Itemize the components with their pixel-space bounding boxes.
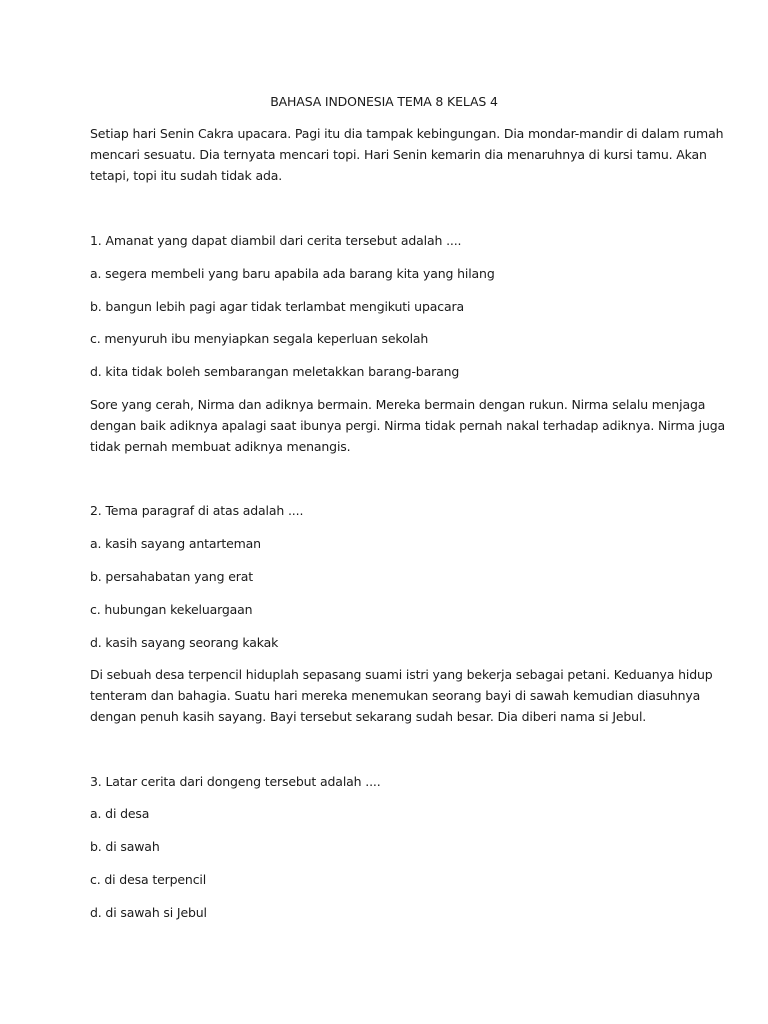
passage-3-line-2: tenteram dan bahagia. Suatu hari mereka menemukan seorang bayi di sawah kemudian diasuhnya xyxy=(90,688,701,703)
passage-1-line-1: Setiap hari Senin Cakra upacara. Pagi itu dia tampak kebingungan. Dia mondar-mandir di dalam rumah xyxy=(90,126,724,141)
question-1-option-b: b. bangun lebih pagi agar tidak terlambat mengikuti upacara xyxy=(90,299,464,314)
question-3: 3. Latar cerita dari dongeng tersebut adalah .... xyxy=(90,774,381,789)
passage-1-line-2: mencari sesuatu. Dia ternyata mencari topi. Hari Senin kemarin dia menaruhnya di kursi tamu. Akan xyxy=(90,147,707,162)
question-3-option-b: b. di sawah xyxy=(90,839,160,854)
passage-1-line-3: tetapi, topi itu sudah tidak ada. xyxy=(90,168,283,183)
question-2-option-d: d. kasih sayang seorang kakak xyxy=(90,635,279,650)
question-2: 2. Tema paragraf di atas adalah .... xyxy=(90,503,304,518)
question-1: 1. Amanat yang dapat diambil dari cerita tersebut adalah .... xyxy=(90,233,462,248)
question-2-option-c: c. hubungan kekeluargaan xyxy=(90,602,253,617)
document-title: BAHASA INDONESIA TEMA 8 KELAS 4 xyxy=(270,94,498,109)
question-2-option-b: b. persahabatan yang erat xyxy=(90,569,253,584)
question-2-option-a: a. kasih sayang antarteman xyxy=(90,536,261,551)
passage-2-line-3: tidak pernah membuat adiknya menangis. xyxy=(90,439,351,454)
passage-2-line-2: dengan baik adiknya apalagi saat ibunya pergi. Nirma tidak pernah nakal terhadap adiknya. Nirma juga xyxy=(90,418,726,433)
passage-2-line-1: Sore yang cerah, Nirma dan adiknya bermain. Mereka bermain dengan rukun. Nirma selalu menjaga xyxy=(90,397,706,412)
passage-3-line-3: dengan penuh kasih sayang. Bayi tersebut sekarang sudah besar. Dia diberi nama si Jebul. xyxy=(90,709,647,724)
question-1-option-c: c. menyuruh ibu menyiapkan segala keperluan sekolah xyxy=(90,331,429,346)
question-1-option-a: a. segera membeli yang baru apabila ada barang kita yang hilang xyxy=(90,266,495,281)
question-1-option-d: d. kita tidak boleh sembarangan meletakkan barang-barang xyxy=(90,364,460,379)
question-3-option-d: d. di sawah si Jebul xyxy=(90,905,207,920)
question-3-option-c: c. di desa terpencil xyxy=(90,872,207,887)
passage-3-line-1: Di sebuah desa terpencil hiduplah sepasang suami istri yang bekerja sebagai petani. Keduanya hidup xyxy=(90,667,713,682)
question-3-option-a: a. di desa xyxy=(90,806,150,821)
